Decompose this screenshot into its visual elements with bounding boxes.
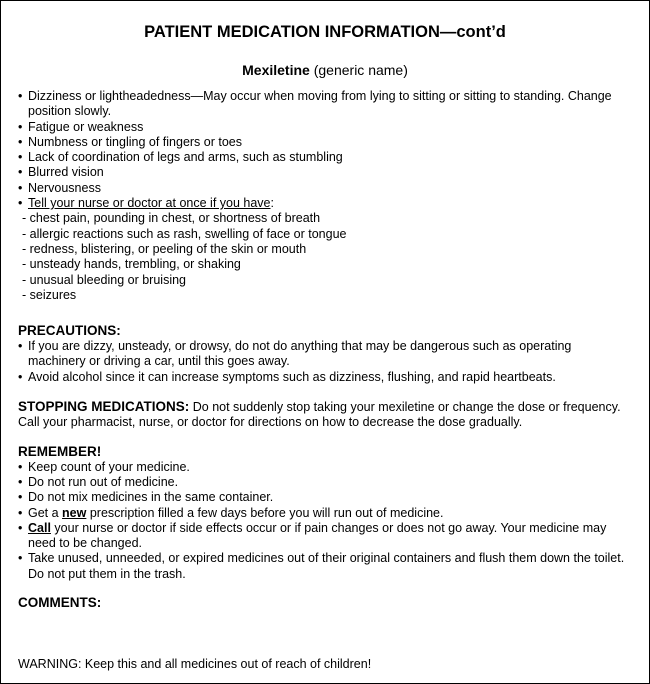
warning-footer: WARNING: Keep this and all medicines out of reach of children!: [18, 657, 372, 671]
emphasis-call: Call: [28, 520, 51, 535]
list-item: • Do not run out of medicine.: [18, 475, 631, 490]
tell-nurse-text: Tell your nurse or doctor at once if you have: [28, 196, 271, 211]
list-item: • Do not mix medicines in the same container.: [18, 490, 631, 505]
list-item: • If you are dizzy, unsteady, or drowsy, do not do anything that may be dangerous such as operating machinery or driving a car, until this goes away.: [18, 339, 631, 370]
item-text: prescription filled a few days before you will run out of medicine.: [86, 505, 444, 520]
emphasis-new: new: [62, 505, 87, 520]
urgent-item: - allergic reactions such as rash, swelling of face or tongue: [22, 226, 347, 241]
item-text: Get a: [28, 505, 63, 520]
drug-subtitle: [1, 61, 649, 79]
remember-heading: REMEMBER!: [18, 443, 102, 459]
stopping-text: Do not suddenly stop taking your mexiletine or change the dose or frequency. Call your pharmacist, nurse, or doctor for directions on how to decrease the dose gradually.: [18, 400, 621, 430]
list-item: • Fatigue or weakness: [18, 120, 631, 135]
urgent-item: - unsteady hands, trembling, or shaking: [22, 257, 241, 272]
item-text: your nurse or doctor if side effects occur or if pain changes or does not go away. Your medicine may need to be changed.: [28, 520, 607, 551]
list-item: • Keep count of your medicine.: [18, 460, 631, 475]
page-title: PATIENT MEDICATION INFORMATION—cont’d: [144, 23, 506, 41]
tell-nurse-item: [18, 196, 631, 211]
side-effects-list: [18, 89, 631, 303]
urgent-item: - unusual bleeding or bruising: [22, 272, 186, 287]
list-item: • Take unused, unneeded, or expired medicines out of their original containers and flush them down the toilet. Do not put them in the trash.: [18, 551, 631, 582]
list-item: • Lack of coordination of legs and arms, such as stumbling: [18, 150, 631, 165]
content: [18, 89, 631, 611]
tell-nurse-colon: :: [270, 196, 274, 211]
urgent-item: - chest pain, pounding in chest, or shortness of breath: [22, 211, 321, 226]
stopping-section: [18, 399, 631, 431]
list-item: [18, 521, 631, 552]
list-item: [18, 506, 631, 521]
urgent-item: - redness, blistering, or peeling of the skin or mouth: [22, 241, 307, 256]
drug-name-note: (generic name): [313, 62, 408, 78]
list-item: • Nervousness: [18, 181, 631, 196]
comments-heading: COMMENTS:: [18, 595, 102, 611]
drug-name: Mexiletine: [242, 62, 310, 78]
list-item: • Numbness or tingling of fingers or toes: [18, 135, 631, 150]
list-item: • Avoid alcohol since it can increase symptoms such as dizziness, flushing, and rapid heartbeats.: [18, 370, 631, 385]
precautions-heading: PRECAUTIONS:: [18, 323, 121, 339]
remember-list: [18, 460, 631, 582]
urgent-item: - seizures: [22, 287, 77, 302]
precautions-list: [18, 339, 631, 385]
list-item: • Dizziness or lightheadedness—May occur when moving from lying to sitting or sitting to standing. Change position slowly.: [18, 89, 631, 120]
list-item: • Blurred vision: [18, 165, 631, 180]
stopping-heading: STOPPING MEDICATIONS:: [18, 399, 190, 415]
